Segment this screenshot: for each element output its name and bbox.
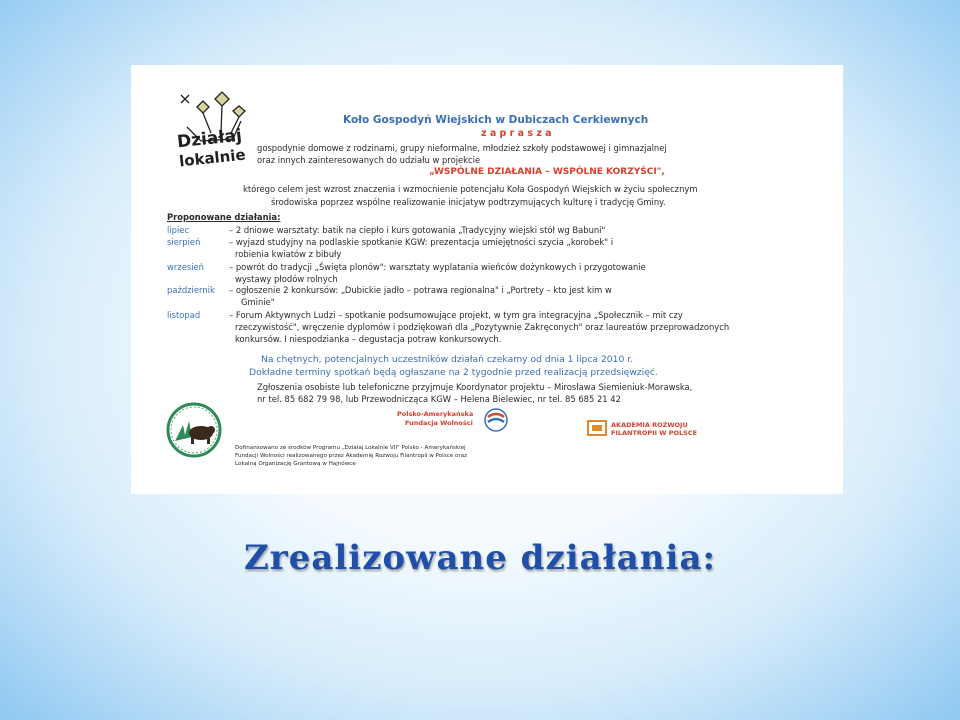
intro-line-2: oraz innych zainteresowanych do udziału w projekcie: [257, 155, 481, 165]
activities-title: Proponowane działania:: [167, 212, 281, 222]
activity-month-lipiec: lipiec: [167, 225, 190, 235]
slide-caption: Zrealizowane działania:: [243, 538, 717, 578]
activity-month-sierpien: sierpień: [167, 237, 201, 247]
pafw-logo: [383, 407, 513, 437]
logo-line-2: lokalnie: [178, 145, 247, 171]
activity-month-wrzesien: wrzesień: [167, 262, 204, 272]
activity-text: – wyjazd studyjny na podlaskie spotkanie KGW: prezentacja umiejętności szycia „korobek" i: [229, 237, 614, 247]
pafw-line-2: Fundacja Wolności: [405, 419, 473, 427]
project-name: „WSPÓLNE DZIAŁANIA – WSPÓLNE KORZYŚCI",: [429, 167, 665, 177]
contact-line-1: Zgłoszenia osobiste lub telefoniczne przyjmuje Koordynator projektu – Mirosława Siemieniuk-Morawska,: [257, 382, 693, 392]
arfp-mark-icon: [587, 420, 607, 436]
bison-logo-icon: [165, 401, 223, 459]
arfp-line-2: FILANTROPII W POLSCE: [611, 429, 698, 437]
logo-line-1: Działaj: [176, 125, 243, 153]
flag-icon: [483, 407, 509, 433]
activity-text: – Forum Aktywnych Ludzi – spotkanie podsumowujące projekt, w tym gra integracyjna „Społecznik – mit czy: [229, 310, 683, 320]
arfp-line-1: AKADEMIA ROZWOJU: [611, 421, 688, 429]
activity-text: robienia kwiatów z bibuły: [235, 249, 342, 259]
arfp-logo: [587, 417, 737, 441]
activity-text: konkursów. I niespodzianka – degustacja potraw konkursowych.: [235, 334, 502, 344]
activity-text: – 2 dniowe warsztaty: batik na ciepło i kurs gotowania „Tradycyjny wiejski stół wg Babuni": [229, 225, 606, 235]
funding-line-1: Dofinansowano ze środków Programu „Działaj Lokalnie VII" Polsko - Amerykańskiej: [235, 445, 466, 451]
poster: [131, 65, 843, 494]
intro-line-1: gospodynie domowe z rodzinami, grupy nieformalne, młodzież szkoły podstawowej i gimnazjalnej: [257, 143, 667, 153]
poster-heading: Koło Gospodyń Wiejskich w Dubiczach Cerkiewnych: [343, 114, 649, 126]
activity-text: Gminie": [241, 297, 275, 307]
funding-line-2: Fundacji Wolności realizowanego przez Akademię Rozwoju Filantropii w Polsce oraz: [235, 453, 468, 459]
activity-month-listopad: listopad: [167, 310, 201, 320]
dzialaj-lokalnie-logo: [175, 89, 255, 179]
pafw-line-1: Polsko-Amerykańska: [397, 410, 474, 418]
funding-line-3: Lokalną Organizację Grantową w Hajnówce: [235, 461, 356, 467]
poster-invites: z a p r a s z a: [481, 128, 552, 139]
activity-text: – powrót do tradycji „Święta plonów": warsztaty wyplatania wieńców dożynkowych i przygotowanie: [229, 262, 646, 272]
activity-month-pazdziernik: październik: [167, 285, 215, 295]
contact-line-2: nr tel. 85 682 79 98, lub Przewodnicząca KGW – Helena Bielewiec, nr tel. 85 685 21 42: [257, 394, 621, 404]
activity-text: – ogłoszenie 2 konkursów: „Dubickie jadło – potrawa regionalna" i „Portrety – kto jest kim w: [229, 285, 612, 295]
activity-text: wystawy płodów rolnych: [235, 274, 338, 284]
purpose-line-1: którego celem jest wzrost znaczenia i wzmocnienie potencjału Koła Gospodyń Wiejskich w życiu społecznym: [243, 184, 698, 194]
poster-image: [131, 65, 843, 494]
purpose-line-2: środowiska poprzez wspólne realizowanie inicjatyw podtrzymujących kulturę i tradycję Gminy.: [271, 197, 666, 207]
call-line-1: Na chętnych, potencjalnych uczestników działań czekamy od dnia 1 lipca 2010 r.: [261, 354, 634, 365]
call-line-2: Dokładne terminy spotkań będą ogłaszane na 2 tygodnie przed realizacją przedsięwzięć.: [249, 367, 658, 378]
activity-text: rzeczywistość", wręczenie dyplomów i podziękowań dla „Pozytywnie Zakręconych" oraz laureatów przeprowadzonych: [235, 322, 730, 332]
